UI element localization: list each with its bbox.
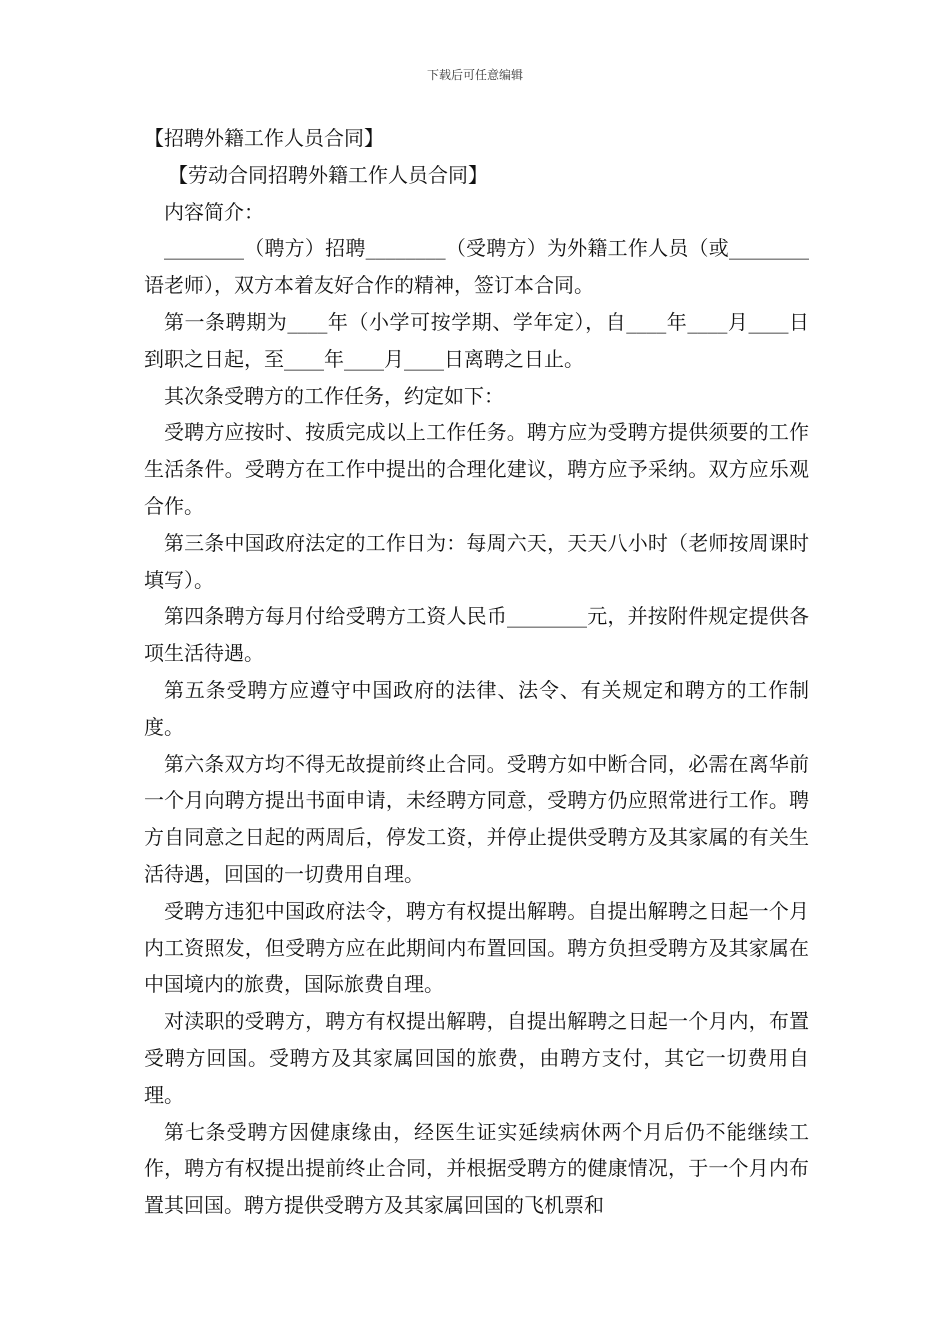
intro-label: 内容简介：: [164, 199, 264, 224]
paragraph: ________（聘方）招聘________（受聘方）为外籍工作人员（或________语老师），双方本着友好合作的精神，签订本合同。: [144, 236, 809, 298]
document-body: [144, 120, 809, 1224]
paragraph: 受聘方应按时、按质完成以上工作任务。聘方应为受聘方提供须要的工作生活条件。受聘方在工作中提出的合理化建议，聘方应予采纳。双方应乐观合作。: [144, 420, 809, 518]
document-subtitle: 【劳动合同招聘外籍工作人员合同】: [168, 162, 488, 187]
paragraph: 第一条聘期为____年（小学可按学期、学年定），自____年____月____日到职之日起，至____年____月____日离聘之日止。: [144, 309, 809, 371]
document-title: 【招聘外籍工作人员合同】: [144, 126, 384, 150]
paragraph: 第四条聘方每月付给受聘方工资人民币________元，并按附件规定提供各项生活待遇。: [144, 604, 809, 666]
paragraph: 第六条双方均不得无故提前终止合同。受聘方如中断合同，必需在离华前一个月向聘方提出书面申请，未经聘方同意，受聘方仍应照常进行工作。聘方自同意之日起的两周后，停发工资，并停止提供受聘方及其家属的有关生活待遇，回国的一切费用自理。: [144, 751, 809, 886]
page-header: 下载后可任意编辑: [426, 68, 523, 82]
paragraph: 第三条中国政府法定的工作日为：每周六天，天天八小时（老师按周课时填写）。: [144, 530, 809, 592]
paragraph: 第七条受聘方因健康缘由，经医生证实延续病休两个月后仍不能继续工作，聘方有权提出提前终止合同，并根据受聘方的健康情况，于一个月内布置其回国。聘方提供受聘方及其家属回国的飞机票和: [144, 1119, 809, 1218]
paragraph: 受聘方违犯中国政府法令，聘方有权提出解聘。自提出解聘之日起一个月内工资照发，但受聘方应在此期间内布置回国。聘方负担受聘方及其家属在中国境内的旅费，国际旅费自理。: [144, 898, 809, 997]
paragraph: 第五条受聘方应遵守中国政府的法律、法令、有关规定和聘方的工作制度。: [144, 677, 809, 739]
paragraph: 对渎职的受聘方，聘方有权提出解聘，自提出解聘之日起一个月内，布置受聘方回国。受聘方及其家属回国的旅费，由聘方支付，其它一切费用自理。: [144, 1009, 809, 1107]
paragraph: 其次条受聘方的工作任务，约定如下：: [164, 383, 504, 408]
